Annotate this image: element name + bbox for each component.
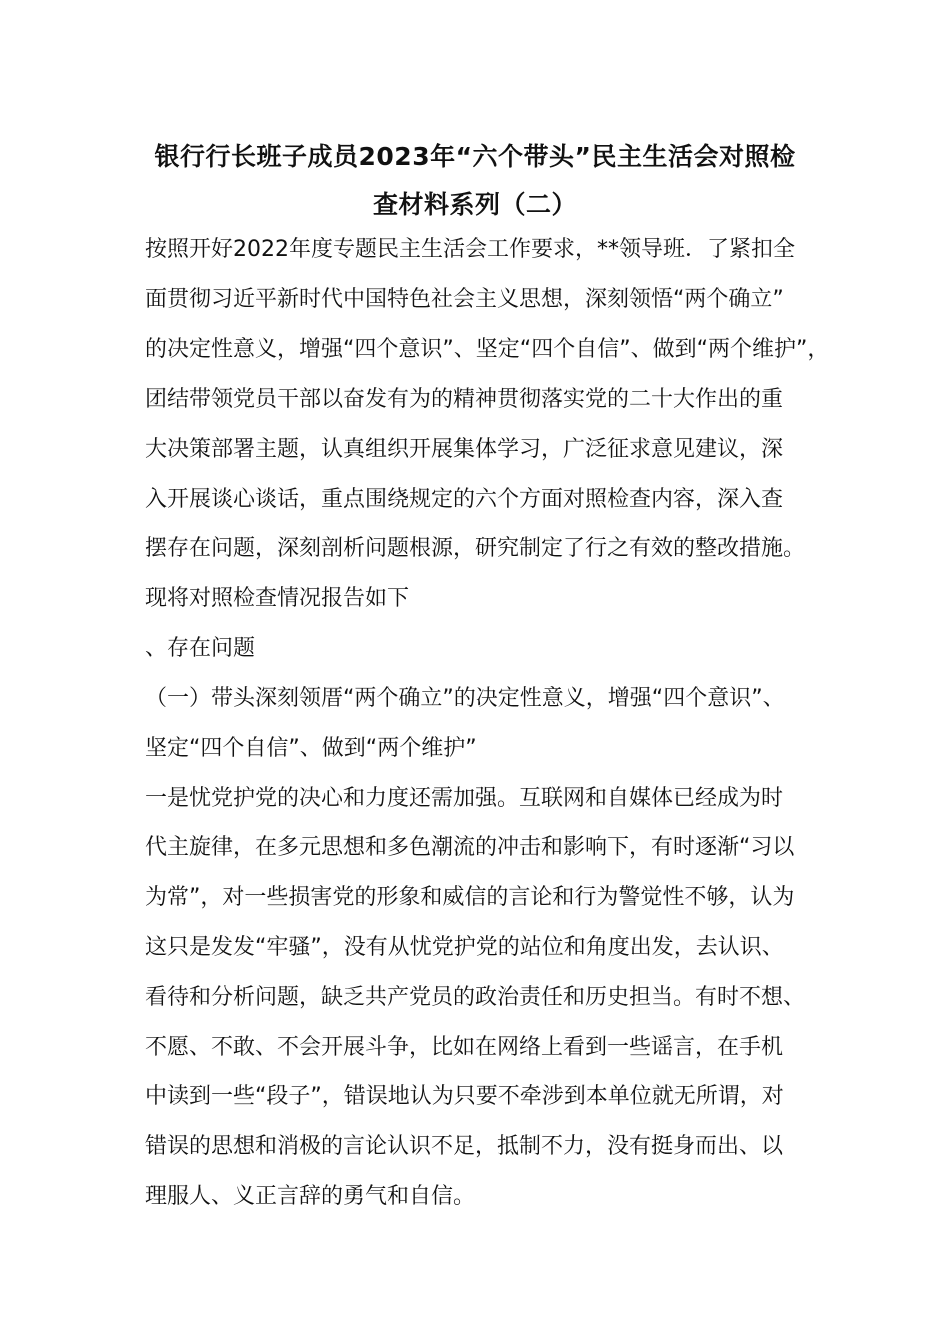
body-line-1: 按照开好2022年度专题民主生活会工作要求，**领导班．了紧扣全 [145, 237, 795, 262]
body-line-18: 中读到一些“段子”，错误地认为只要不牵涉到本单位就无所谓，对 [145, 1084, 784, 1109]
body-line-13: 代主旋律，在多元思想和多色潮流的冲击和影响下，有时逐渐“习以 [145, 835, 795, 860]
body-line-6: 入开展谈心谈话，重点围绕规定的六个方面对照检查内容，深入查 [145, 487, 784, 512]
body-line-4: 团结带领党员干部以奋发有为的精神贯彻落实党的二十大作出的重 [145, 387, 784, 412]
body-line-16: 看待和分析问题，缺乏共产党员的政治责任和历史担当。有时不想、 [145, 985, 806, 1010]
subsection-heading-line-1: （一）带头深刻领厝“两个确立”的决定性意义，增强“四个意识”、 [145, 686, 785, 711]
body-line-3: 的决定性意义，增强“四个意识”、坚定“四个自信”、做到“两个维护”， [145, 337, 830, 362]
subsection-heading-line-2: 坚定“四个自信”、做到“两个维护” [145, 736, 477, 761]
body-line-8: 现将对照检查情况报告如下 [145, 586, 410, 611]
body-line-12: 一是忧党护党的决心和力度还需加强。互联网和自媒体已经成为时 [145, 786, 784, 811]
body-line-7: 摆存在问题，深刻剖析问题根源，研究制定了行之有效的整改措施。 [145, 536, 806, 561]
document-title-line-1: 银行行长班子成员2023年“六个带头”民主生活会对照检 [154, 142, 796, 171]
section-heading-problems: 、存在问题 [145, 636, 256, 661]
body-line-2: 面贯彻习近平新时代中国特色社会主义思想，深刻领悟“两个确立” [145, 287, 784, 312]
body-line-5: 大决策部署主题，认真组织开展集体学习，广泛征求意见建议，深 [145, 437, 784, 462]
body-line-20: 理服人、义正言辞的勇气和自信。 [145, 1184, 476, 1209]
body-line-17: 不愿、不敢、不会开展斗争，比如在网络上看到一些谣言，在手机 [145, 1035, 784, 1060]
body-line-15: 这只是发发“牢骚”，没有从忧党护党的站位和角度出发，去认识、 [145, 935, 784, 960]
body-line-14: 为常”，对一些损害党的形象和威信的言论和行为警觉性不够，认为 [145, 885, 795, 910]
body-line-19: 错误的思想和消极的言论认识不足，抵制不力，没有挺身而出、以 [145, 1134, 784, 1159]
document-title-line-2: 查材料系列（二） [372, 190, 577, 219]
